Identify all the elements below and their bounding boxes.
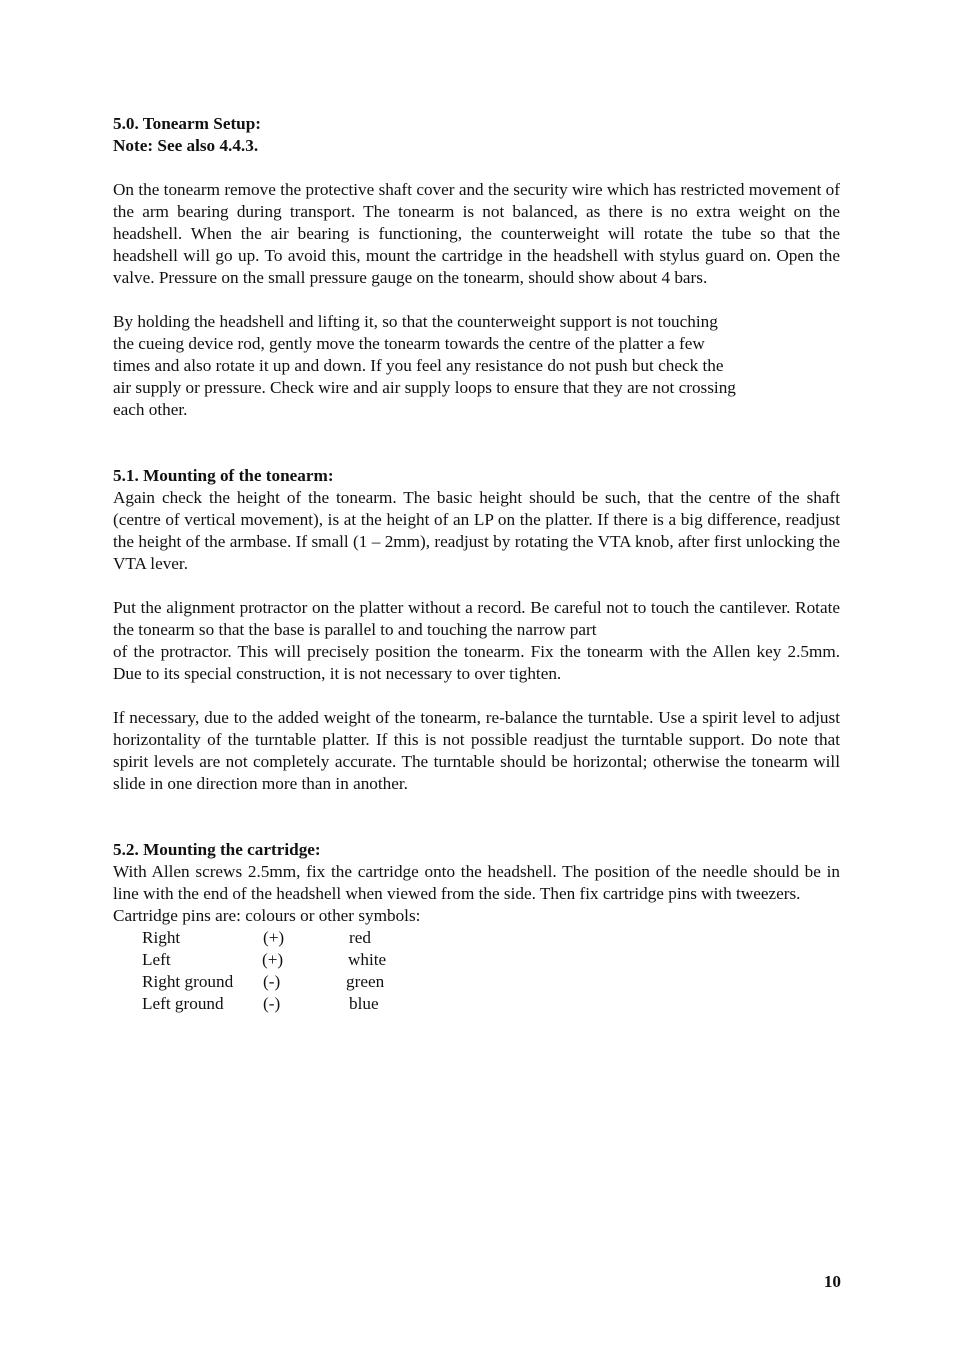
spacer xyxy=(113,157,840,179)
pin-color: blue xyxy=(349,994,379,1013)
pin-sign: (+) xyxy=(262,950,284,969)
paragraph-line: of the protractor. This will precisely position the tonearm. Fix the tonearm with the Allen key 2.5mm. Due to its special construction, it is not necessary to over tighten. xyxy=(113,642,840,683)
section-heading-5-2: 5.2. Mounting the cartridge: xyxy=(113,840,321,859)
page-number: 10 xyxy=(823,1272,841,1291)
pin-color: white xyxy=(348,950,387,969)
pins-intro: Cartridge pins are: colours or other symbols: xyxy=(113,906,421,925)
section-note: Note: See also 4.4.3. xyxy=(113,136,259,155)
paragraph-line: By holding the headshell and lifting it, so that the counterweight support is not touching xyxy=(113,312,718,331)
section-heading-5-1: 5.1. Mounting of the tonearm: xyxy=(113,466,334,485)
paragraph-tonearm-height: Again check the height of the tonearm. The basic height should be such, that the centre of the shaft (centre of vertical movement), is at the height of an LP on the platter. If there is a big difference, readjust the height of the armbase. If small (1 – 2mm), readjust by rotating the VTA knob, after first unlocking the VTA lever. xyxy=(113,488,840,573)
pin-row xyxy=(113,971,840,993)
paragraph-headshell-lifting xyxy=(113,311,840,421)
pin-sign: (+) xyxy=(263,928,285,947)
section-heading-5-0: 5.0. Tonearm Setup: xyxy=(113,114,262,133)
pin-name: Left ground xyxy=(142,994,224,1013)
spacer xyxy=(113,685,840,707)
paragraph-cartridge-mount: With Allen screws 2.5mm, fix the cartridge onto the headshell. The position of the needle should be in line with the end of the headshell when viewed from the side. Then fix cartridge pins with tweezers. xyxy=(113,862,840,903)
paragraph-protractor xyxy=(113,597,840,685)
pin-name: Right ground xyxy=(142,972,234,991)
paragraph-line: air supply or pressure. Check wire and air supply loops to ensure that they are not crossing xyxy=(113,378,736,397)
pin-name: Right xyxy=(142,928,181,947)
pin-row xyxy=(113,993,840,1015)
pin-row xyxy=(113,949,840,971)
spacer xyxy=(113,795,840,839)
paragraph-line: each other. xyxy=(113,400,188,419)
paragraph-tonearm-setup: On the tonearm remove the protective shaft cover and the security wire which has restricted movement of the arm bearing during transport. The tonearm is not balanced, as there is no extra weight on the headshell. When the air bearing is functioning, the counterweight will rotate the tube so that the headshell will go up. To avoid this, mount the cartridge in the headshell with stylus guard on. Open the valve. Pressure on the small pressure gauge on the tonearm, should show about 4 bars. xyxy=(113,180,840,287)
pin-name: Left xyxy=(142,950,171,969)
pin-sign: (-) xyxy=(263,972,281,991)
spacer xyxy=(113,421,840,465)
paragraph-line: the cueing device rod, gently move the tonearm towards the centre of the platter a few xyxy=(113,334,705,353)
pin-color: red xyxy=(349,928,371,947)
document-page xyxy=(113,113,840,1015)
pin-color: green xyxy=(346,972,385,991)
paragraph-line: times and also rotate it up and down. If you feel any resistance do not push but check the xyxy=(113,356,724,375)
spacer xyxy=(113,575,840,597)
cartridge-pins-list xyxy=(113,927,840,1015)
pin-row xyxy=(113,927,840,949)
paragraph-line: Put the alignment protractor on the platter without a record. Be careful not to touch the cantilever. Rotate the tonearm so that the base is parallel to and touching the narrow part xyxy=(113,598,840,639)
spacer xyxy=(113,289,840,311)
pin-sign: (-) xyxy=(263,994,281,1013)
paragraph-rebalance: If necessary, due to the added weight of the tonearm, re-balance the turntable. Use a spirit level to adjust horizontality of the turntable platter. If this is not possible readjust the turntable support. Do note that spirit levels are not completely accurate. The turntable should be horizontal; otherwise the tonearm will slide in one direction more than in another. xyxy=(113,708,840,793)
